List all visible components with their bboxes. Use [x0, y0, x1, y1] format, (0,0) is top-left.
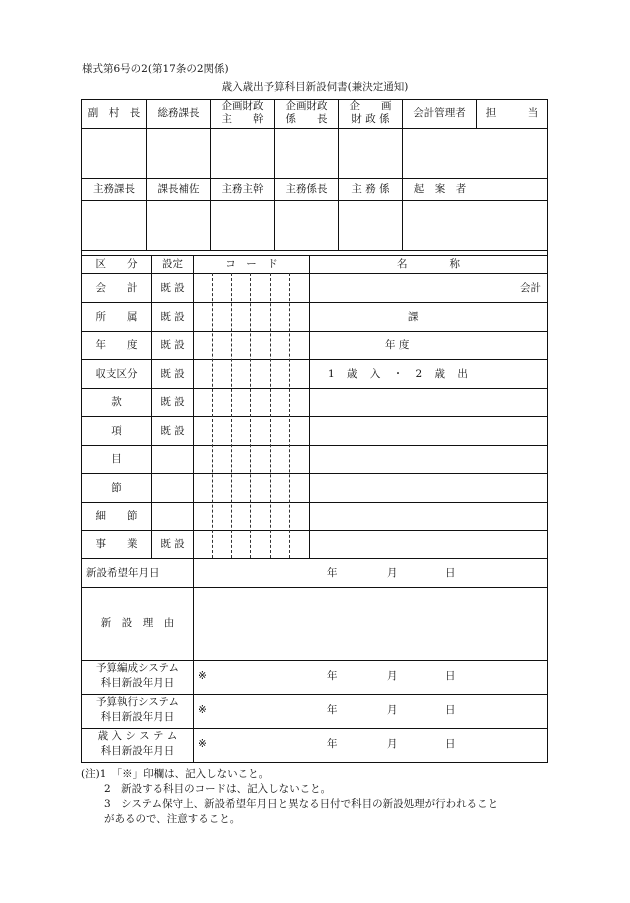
form-number: 様式第6号の2(第17条の2関係)	[82, 63, 229, 75]
sys-label: 予算執行システム	[96, 696, 179, 708]
month-label: 月	[387, 738, 398, 750]
approval-label: 主 務 係	[351, 183, 390, 195]
sys-label: 歳 入 シ ス テ ム	[97, 730, 178, 742]
approval-label: 財 政 係	[351, 113, 390, 125]
year-label: 年	[327, 704, 338, 716]
asterisk-mark: ※	[198, 704, 207, 716]
approval-label: 企 画	[349, 100, 392, 112]
day-label: 日	[445, 738, 456, 750]
approval-label: 主 幹	[221, 113, 264, 125]
sys-label: 科目新設年月日	[100, 677, 175, 689]
row-name: 1 歳 入 ・ 2 歳 出	[328, 368, 468, 380]
note-1: (注)1 「※」印欄は、記入しないこと。	[81, 768, 270, 780]
riyu-label: 新 設 理 由	[100, 617, 175, 629]
row-label: 款	[111, 396, 122, 408]
page-title: 歳入歳出予算科目新設伺書(兼決定通知)	[221, 81, 409, 93]
year-label: 年	[327, 738, 338, 750]
row-label: 年 度	[95, 339, 138, 351]
row-label: 目	[111, 453, 122, 465]
row-label: 会 計	[95, 282, 138, 294]
row-label: 所 属	[95, 311, 138, 323]
approval-label: 総務課長	[157, 107, 200, 119]
approval-label: 主務主幹	[221, 183, 264, 195]
year-label: 年	[327, 670, 338, 682]
asterisk-mark: ※	[198, 670, 207, 682]
row-label: 事 業	[95, 538, 138, 550]
row-label: 項	[111, 425, 122, 437]
day-label: 日	[445, 704, 456, 716]
row-name: 年 度	[385, 339, 410, 351]
row-setting: 既 設	[160, 282, 185, 294]
approval-label: 企画財政	[221, 100, 264, 112]
row-setting: 既 設	[160, 538, 185, 550]
sys-label: 科目新設年月日	[100, 745, 175, 757]
day-label: 日	[445, 567, 456, 579]
row-setting: 既 設	[160, 368, 185, 380]
row-setting: 既 設	[160, 396, 185, 408]
approval-label: 主務係長	[285, 183, 328, 195]
column-header: 設定	[162, 258, 183, 270]
row-name: 課	[408, 311, 419, 323]
row-label: 収支区分	[95, 368, 138, 380]
day-label: 日	[445, 670, 456, 682]
approval-label: 主務課長	[93, 183, 135, 195]
row-setting: 既 設	[160, 339, 185, 351]
note-3: 3 システム保守上、新設希望年月日と異なる日付で科目の新設処理が行われること	[104, 798, 499, 810]
column-header: 区 分	[95, 258, 138, 270]
approval-label: 担 当	[485, 107, 539, 119]
column-header: 名 称	[397, 258, 460, 270]
row-label: 細 節	[95, 510, 138, 522]
sys-label: 予算編成システム	[96, 662, 179, 674]
approval-label: 係 長	[285, 113, 328, 125]
row-setting: 既 設	[160, 311, 185, 323]
month-label: 月	[387, 670, 398, 682]
approval-label: 会計管理者	[413, 107, 466, 119]
approval-label: 副 村 長	[87, 107, 141, 119]
row-setting: 既 設	[160, 425, 185, 437]
approval-label: 企画財政	[285, 100, 328, 112]
approval-label: 課長補佐	[157, 183, 200, 195]
row-label: 節	[111, 482, 122, 494]
column-header: コ ー ド	[225, 258, 278, 270]
asterisk-mark: ※	[198, 738, 207, 750]
approval-label: 起 案 者	[413, 183, 467, 195]
year-label: 年	[327, 567, 338, 579]
note-2: 2 新設する科目のコードは、記入しないこと。	[104, 783, 332, 795]
note-3-cont: があるので、注意すること。	[104, 813, 241, 825]
month-label: 月	[387, 567, 398, 579]
kibou-label: 新設希望年月日	[86, 567, 160, 579]
sys-label: 科目新設年月日	[100, 711, 175, 723]
row-name: 会計	[520, 282, 541, 294]
month-label: 月	[387, 704, 398, 716]
